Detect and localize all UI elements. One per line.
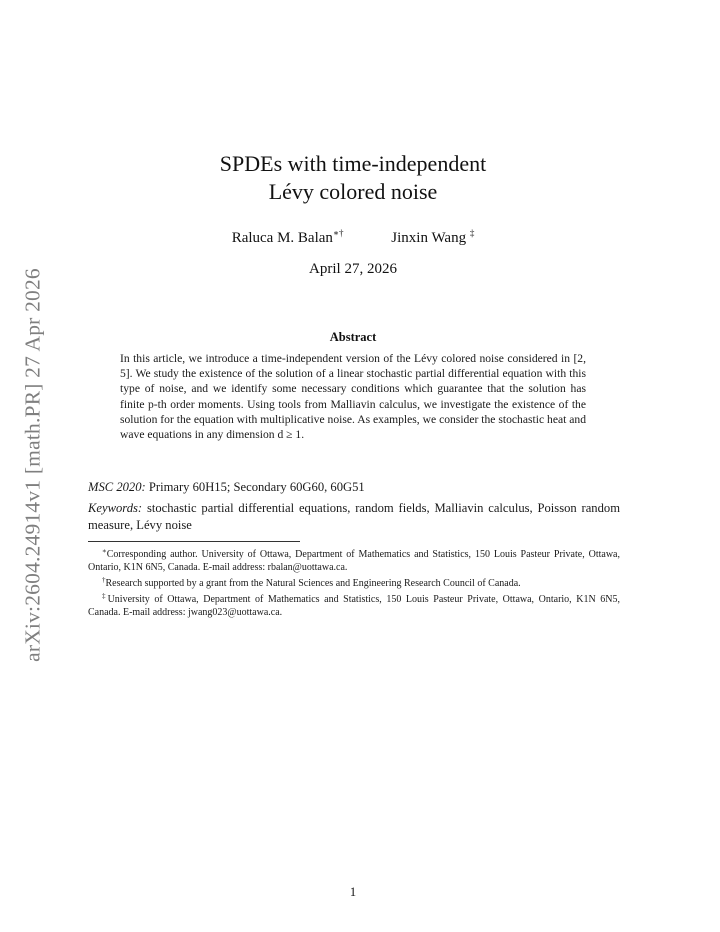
msc-classification — [88, 479, 620, 496]
keywords — [88, 500, 620, 533]
keywords-label: Keywords: — [88, 501, 143, 515]
author-2 — [391, 228, 474, 247]
footnote-divider — [88, 541, 300, 542]
author-footnote-marks: ‡ — [469, 228, 475, 238]
author-list — [110, 228, 596, 247]
footnote — [88, 545, 620, 574]
footnote-text: Corresponding author. University of Ottawa, Department of Mathematics and Statistics, 150 Louis Pasteur Private, Ottawa, Ontario, K1N 6N5, Canada. E-mail address: rbalan@uottawa.ca. — [88, 549, 620, 573]
abstract-heading: Abstract — [329, 330, 377, 344]
footnote-mark: ∗ — [102, 547, 107, 555]
paper-title — [110, 150, 596, 206]
footnote-mark: † — [102, 576, 106, 584]
author-footnote-marks: ∗† — [332, 228, 344, 238]
footnote — [88, 574, 620, 590]
author-1 — [232, 228, 344, 247]
footnote — [88, 590, 620, 619]
footnotes — [88, 545, 620, 619]
arxiv-identifier: arXiv:2604.24914v1 [math.PR] 27 Apr 2026 — [20, 268, 45, 662]
footnote-text: University of Ottawa, Department of Mathematics and Statistics, 150 Louis Pasteur Private, Ottawa, Ontario, K1N 6N5, Canada. E-mail address: jwang023@uottawa.ca. — [88, 594, 620, 618]
title-line-1: SPDEs with time-independent — [219, 151, 487, 176]
page-number: 1 — [349, 885, 357, 899]
footnote-text: Research supported by a grant from the Natural Sciences and Engineering Research Council of Canada. — [105, 578, 521, 589]
msc-text: Primary 60H15; Secondary 60G60, 60G51 — [148, 480, 365, 494]
footnote-mark: ‡ — [102, 592, 108, 600]
author-name: Raluca M. Balan — [231, 230, 333, 246]
abstract-body: In this article, we introduce a time-independent version of the Lévy colored noise considered in [2, 5]. We study the existence of the solution of a linear stochastic partial differential equation with this type of noise, and we identify some necessary conditions which guarantee that the solution has finite p-th order moments. Using tools from Malliavin calculus, we investigate the existence of the solution for the equation with multiplicative noise. As examples, we consider the stochastic heat and wave equations in any dimension d ≥ 1. — [120, 352, 586, 442]
title-line-2: Lévy colored noise — [268, 179, 438, 204]
arxiv-side-stamp — [0, 0, 62, 932]
author-name: Jinxin Wang — [391, 230, 467, 246]
keywords-text: stochastic partial differential equations, random fields, Malliavin calculus, Poisson random measure, Lévy noise — [88, 501, 620, 532]
msc-label: MSC 2020: — [88, 480, 146, 494]
paper-date: April 27, 2026 — [309, 261, 397, 277]
